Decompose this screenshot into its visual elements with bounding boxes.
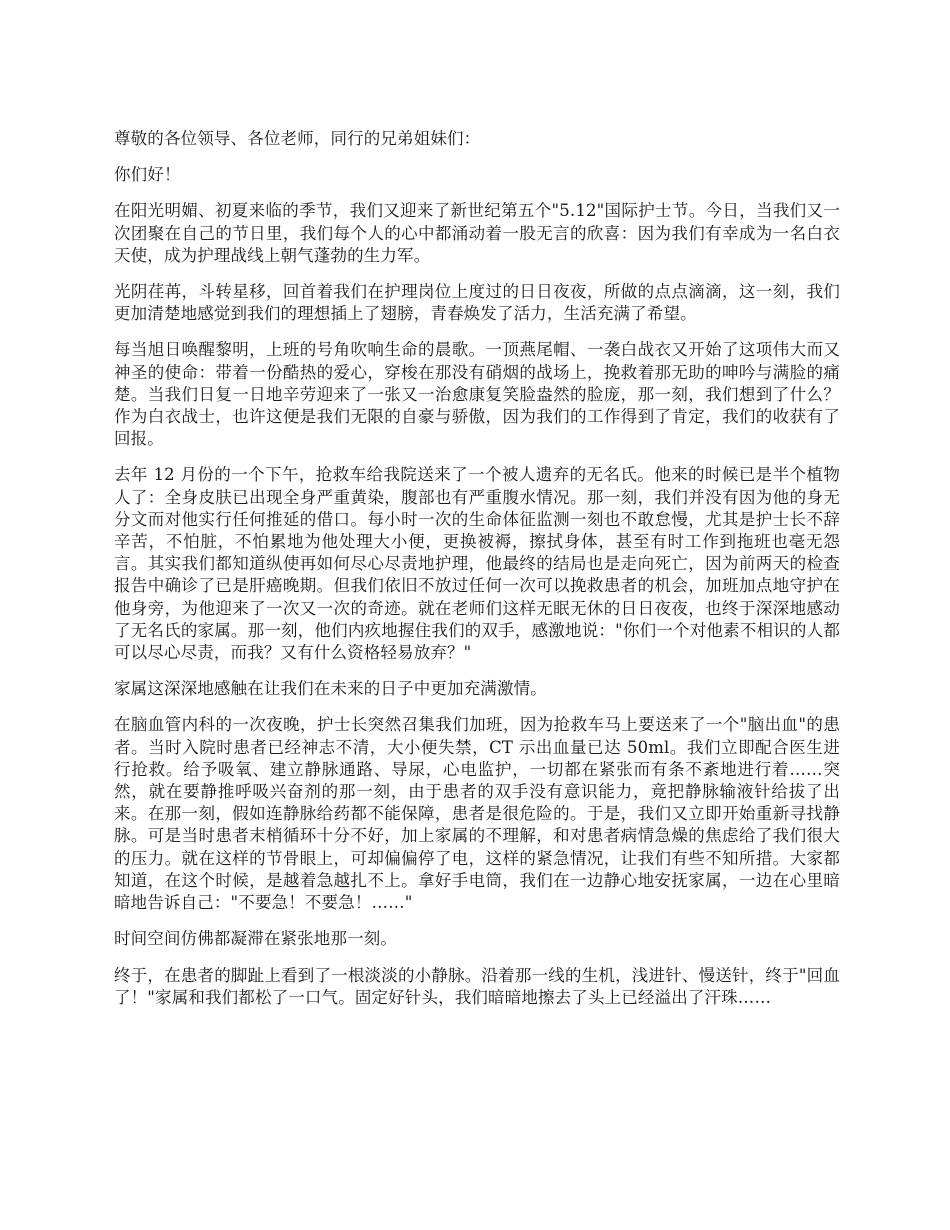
paragraph: 每当旭日唤醒黎明，上班的号角吹响生命的晨歌。一顶燕尾帽、一袭白战衣又开始了这项伟大而又神圣的使命：带着一份酷热的爱心，穿梭在那没有硝烟的战场上，挽救着那无助的呻吟与满脸的痛楚。当我们日复一日地辛劳迎来了一张又一治愈康复笑脸盎然的脸庞，那一刻，我们想到了什么？作为白衣战士，也许这便是我们无限的自豪与骄傲，因为我们的工作得到了肯定，我们的收获有了回报。 [114, 340, 840, 449]
paragraph: 家属这深深地感触在让我们在未来的日子中更加充满激情。 [114, 679, 547, 699]
paragraph: 在脑血管内科的一次夜晚，护士长突然召集我们加班，因为抢救车马上要送来了一个"脑出血"的患者。当时入院时患者已经神志不清，大小便失禁，CT 示出血量已达 50ml。我们立即配合医生进行抢救。给予吸氧、建立静脉通路、导尿，心电监护，一切都在紧张而有条不紊地进行着……突然，就在要静推呼吸兴奋剂的那一刻，由于患者的双手没有意识能力，竟把静脉输液针给拔了出来。在那一刻，假如连静脉给药都不能保障，患者是很危险的。于是，我们又立即开始重新寻找静脉。可是当时患者末梢循环十分不好，加上家属的不理解，和对患者病情急燥的焦虑给了我们很大的压力。就在这样的节骨眼上，可却偏偏停了电，这样的紧急情况，让我们有些不知所措。大家都知道，在这个时候，是越着急越扎不上。拿好手电筒，我们在一边静心地安抚家属，一边在心里暗暗地告诉自己："不要急！不要急！……" [114, 715, 840, 913]
greeting: 你们好！ [114, 165, 181, 185]
paragraph: 终于，在患者的脚趾上看到了一根淡淡的小静脉。沿着那一线的生机，浅进针、慢送针，终于"回血了！"家属和我们都松了一口气。固定好针头，我们暗暗地擦去了头上已经溢出了汗珠…… [114, 965, 840, 1007]
document-body [114, 128, 840, 1023]
paragraph: 在阳光明媚、初夏来临的季节，我们又迎来了新世纪第五个"5.12"国际护士节。今日，当我们又一次团聚在自己的节日里，我们每个人的心中都涌动着一股无言的欣喜：因为我们有幸成为一名白衣天使，成为护理战线上朝气蓬勃的生力军。 [114, 201, 840, 265]
paragraph: 时间空间仿佛都凝滞在紧张地那一刻。 [114, 929, 398, 949]
paragraph: 光阴荏苒，斗转星移，回首着我们在护理岗位上度过的日日夜夜，所做的点点滴滴，这一刻，我们更加清楚地感觉到我们的理想插上了翅膀，青春焕发了活力，生活充满了希望。 [114, 282, 840, 324]
salutation: 尊敬的各位领导、各位老师，同行的兄弟姐妹们： [114, 129, 481, 148]
paragraph: 去年 12 月份的一个下午，抢救车给我院送来了一个被人遗弃的无名氏。他来的时候已是半个植物人了：全身皮肤已出现全身严重黄染，腹部也有严重腹水情况。那一刻，我们并没有因为他的身无分文而对他实行任何推延的借口。每小时一次的生命体征监测一刻也不敢怠慢，尤其是护士长不辞辛苦，不怕脏，不怕累地为他处理大小便，更换被褥，擦拭身体，甚至有时工作到拖班也毫无怨言。其实我们都知道纵使再如何尽心尽责地护理，他最终的结局也是走向死亡，因为前两天的检查报告中确诊了已是肝癌晚期。但我们依旧不放过任何一次可以挽救患者的机会，加班加点地守护在他身旁，为他迎来了一次又一次的奇迹。就在老师们这样无眠无休的日日夜夜，也终于深深地感动了无名氏的家属。那一刻，他们内疚地握住我们的双手，感激地说："你们一个对他素不相识的人都可以尽心尽责，而我？又有什么资格轻易放弃？" [114, 465, 840, 663]
